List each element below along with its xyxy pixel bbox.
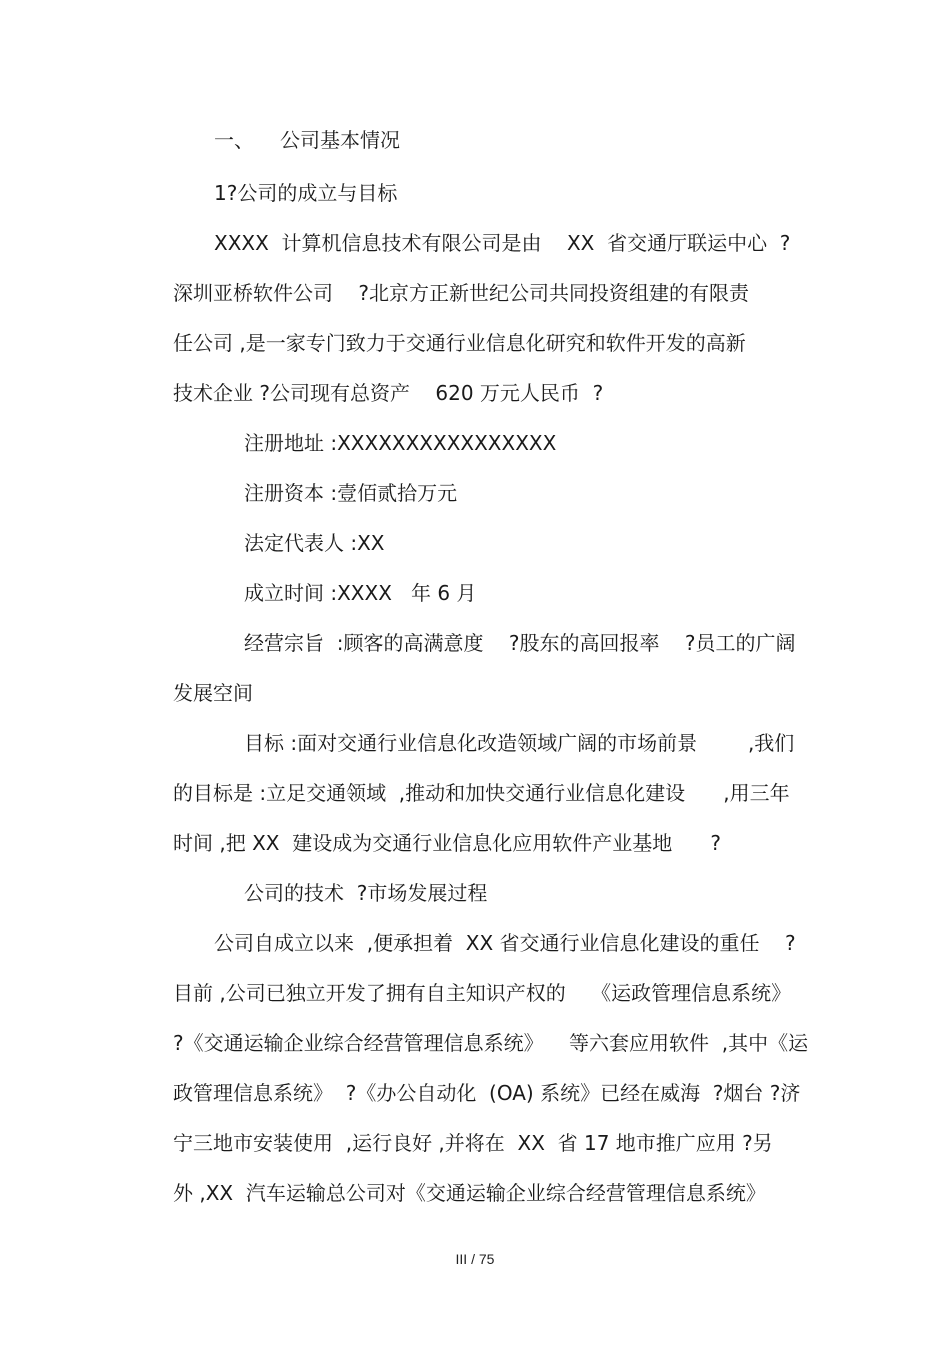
- goal-line: 目标 :面对交通行业信息化改造领域广阔的市场前景 ,我们: [244, 731, 795, 755]
- purpose-line: 发展空间: [173, 681, 253, 705]
- intro-line: 深圳亚桥软件公司 ?北京方正新世纪公司共同投资组建的有限责: [173, 281, 750, 305]
- section-title: 1?公司的成立与目标: [214, 181, 398, 205]
- goal-line: 时间 ,把 XX 建设成为交通行业信息化应用软件产业基地 ?: [173, 831, 721, 855]
- page-number: III / 75: [455, 1251, 495, 1267]
- history-line: 宁三地市安装使用 ,运行良好 ,并将在 XX 省 17 地市推广应用 ?另: [173, 1131, 773, 1155]
- intro-line: XXXX 计算机信息技术有限公司是由 XX 省交通厅联运中心 ?: [214, 231, 791, 255]
- intro-line: 任公司 ,是一家专门致力于交通行业信息化研究和软件开发的高新: [173, 331, 746, 355]
- history-line: 目前 ,公司已独立开发了拥有自主知识产权的 《运政管理信息系统》: [173, 981, 792, 1005]
- heading-title: 公司基本情况: [280, 128, 400, 152]
- history-line: 政管理信息系统》 ?《办公自动化 (OA) 系统》已经在威海 ?烟台 ?济: [173, 1081, 801, 1105]
- history-line: 外 ,XX 汽车运输总公司对《交通运输企业综合经营管理信息系统》: [173, 1181, 766, 1205]
- history-line: 公司自成立以来 ,便承担着 XX 省交通行业信息化建设的重任 ?: [214, 931, 796, 955]
- registered-address: 注册地址 :XXXXXXXXXXXXXXXX: [244, 431, 557, 455]
- founded-date: 成立时间 :XXXX 年 6 月: [244, 581, 477, 605]
- legal-representative: 法定代表人 :XX: [244, 531, 385, 555]
- purpose-line: 经营宗旨 :顾客的高满意度 ?股东的高回报率 ?员工的广阔: [244, 631, 796, 655]
- registered-capital: 注册资本 :壹佰贰拾万元: [244, 481, 458, 505]
- intro-line: 技术企业 ?公司现有总资产 620 万元人民币 ?: [173, 381, 604, 405]
- goal-line: 的目标是 :立足交通领域 ,推动和加快交通行业信息化建设 ,用三年: [173, 781, 790, 805]
- heading-number: 一、: [214, 128, 254, 152]
- history-line: ?《交通运输企业综合经营管理信息系统》 等六套应用软件 ,其中《运: [173, 1031, 809, 1055]
- subheading: 公司的技术 ?市场发展过程: [244, 881, 488, 905]
